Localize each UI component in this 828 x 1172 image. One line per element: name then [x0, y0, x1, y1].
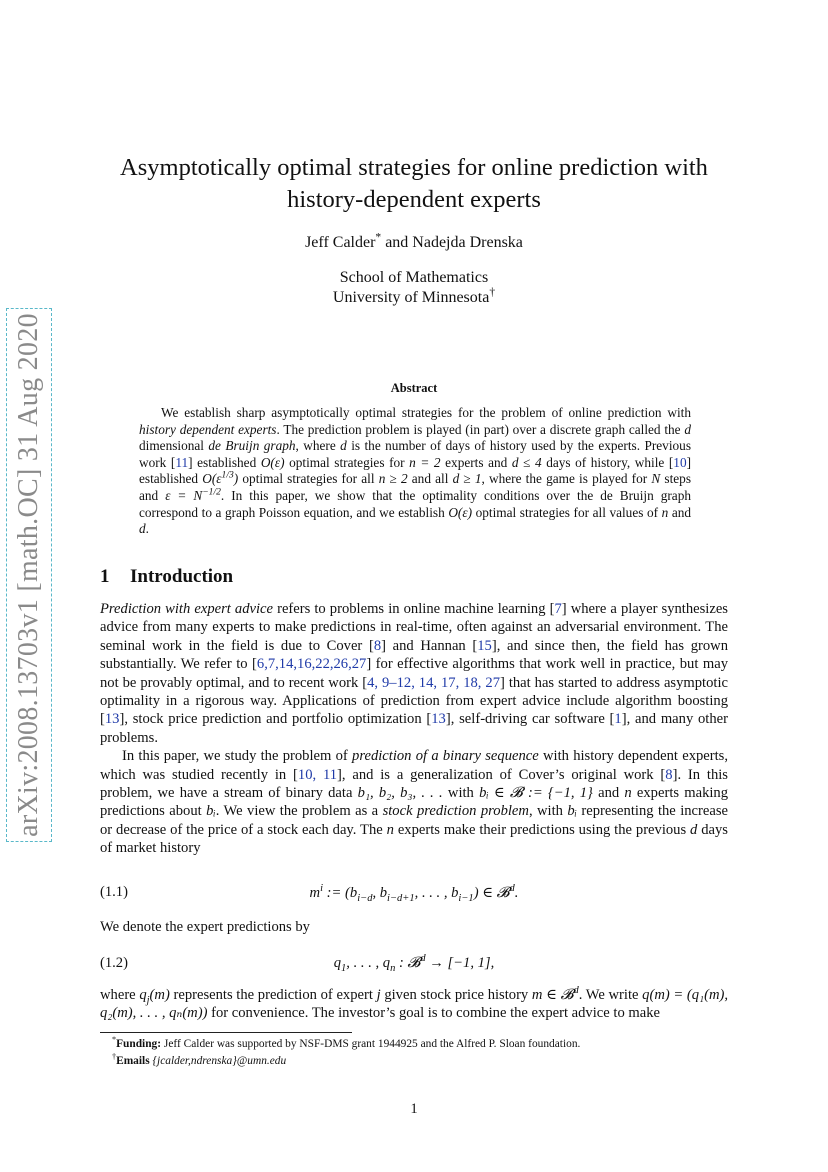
citation-link[interactable]: 8	[373, 637, 382, 654]
paragraph: In this paper, we study the problem of prediction of a binary sequence with history dependent experts, which was studied recently in [10, 11], and is a generalization of Cover’s original work [8]. In this problem, we have a stream of binary data b₁, b₂, b₃, . . . with bᵢ ∈ 𝓑 := {−1, 1} and n experts making predictions about bᵢ. We view the problem as a stock prediction problem, with bᵢ representing the increase or decrease of the price of a stock each day. The n experts make their predictions using the previous d days of market history	[100, 748, 729, 857]
emphasis: de Bruijn graph	[208, 438, 296, 454]
equation-label: (1.1)	[100, 884, 128, 900]
citation-link[interactable]: 6,7,14,16,22,26,27	[256, 656, 367, 673]
abstract-heading: Abstract	[390, 381, 438, 395]
affiliation-mark: †	[489, 286, 496, 299]
paper-title	[100, 152, 728, 216]
citation-link[interactable]: 4, 9–12, 14, 17, 18, 27	[367, 674, 500, 691]
introduction-body	[100, 600, 728, 858]
footnote-rule	[100, 1032, 352, 1033]
arxiv-watermark	[6, 308, 52, 842]
title-line-2: history-dependent experts	[287, 186, 541, 213]
citation-link[interactable]: 11	[175, 454, 189, 470]
citation-link[interactable]: 1	[614, 711, 622, 728]
equation-body: $m^i$ := ($b_{i-d}$, $b_{i-d+1}$, . . . , $b_{i-1}$) ∈ 𝓑$^d$.	[309, 883, 519, 904]
author-list	[100, 231, 728, 252]
citation-link[interactable]: 10	[673, 454, 687, 470]
citation-link[interactable]: 7	[554, 601, 562, 617]
citation-link[interactable]: 15	[477, 637, 492, 654]
citation-link[interactable]: 8	[665, 766, 673, 783]
footnote-funding: *Funding: Jeff Calder was supported by NSF-DMS grant 1944925 and the Alfred P. Sloan foundation.	[112, 1035, 581, 1050]
title-line-1: Asymptotically optimal strategies for online prediction with	[120, 154, 708, 181]
affiliation-line-1: School of Mathematics	[339, 269, 489, 286]
section-title: Introduction	[130, 566, 234, 587]
author-mark-1: *	[375, 231, 382, 244]
equation-label: (1.2)	[100, 955, 128, 971]
author-2: and Nadejda Drenska	[385, 234, 523, 251]
citation-link[interactable]: 13	[431, 711, 446, 728]
page-number: 1	[410, 1101, 418, 1117]
author-1: Jeff Calder	[305, 234, 376, 251]
affiliation	[100, 268, 728, 308]
paragraph: Prediction with expert advice refers to problems in online machine learning [7] where a player synthesizes advice from many experts to make predictions in real-time, often against an adversarial environment. The seminal work in the field is due to Cover [8] and Hannan [15], and since then, the field has grown substantially. We refer to [6,7,14,16,22,26,27] for effective algorithms that work well in practice, but may not be provably optimal, and to recent work [4, 9–12, 14, 17, 18, 27] that has started to address asymptotic optimality in a rigorous way. Applications of prediction from expert advice include algorithm boosting [13], stock price prediction and portfolio optimization [13], self-driving car software [1], and many other problems.	[100, 601, 729, 746]
affiliation-line-2: University of Minnesota	[332, 289, 490, 306]
arxiv-identifier: arXiv:2008.13703v1 [math.OC] 31 Aug 2020	[13, 313, 44, 837]
abstract-body: We establish sharp asymptotically optimal strategies for the problem of online prediction with history dependent experts. The prediction problem is played (in part) over a discrete graph called the d dimensional de Bruijn graph, where d is the number of days of history used by the experts. Previous work [11] established O(ε) optimal strategies for n = 2 experts and d ≤ 4 days of history, while [10] established $O(\varepsilon^{1/3})$ optimal strategies for all n ≥ 2 and all d ≥ 1, where the game is played for N steps and $\varepsilon = N^{-1/2}$. In this paper, we show that the optimality conditions over the de Bruijn graph correspond to a graph Poisson equation, and we establish O(ε) optimal strategies for all values of n and d.	[139, 405, 692, 537]
citation-link[interactable]: 13	[104, 711, 120, 728]
section-number: 1	[100, 566, 110, 587]
emphasis: history dependent experts	[139, 421, 277, 437]
paragraph: where $q_j(m)$ represents the prediction of expert j given stock price history m ∈ 𝓑$^d$. We write q(m) = (q₁(m), q₂(m), . . . , qₙ(m)) for convenience. The investor’s goal is to combine the expert advice to make	[100, 985, 729, 1022]
section-heading-introduction	[100, 566, 233, 588]
citation-link[interactable]: 10, 11	[297, 766, 338, 783]
equation-body: $q_1$, . . . , $q_n$ : 𝓑$^d$ → [−1, 1],	[333, 953, 495, 974]
footnote-emails: †Emails {jcalder,ndrenska}@umn.edu	[112, 1052, 287, 1067]
paragraph: We denote the expert predictions by	[100, 919, 310, 935]
